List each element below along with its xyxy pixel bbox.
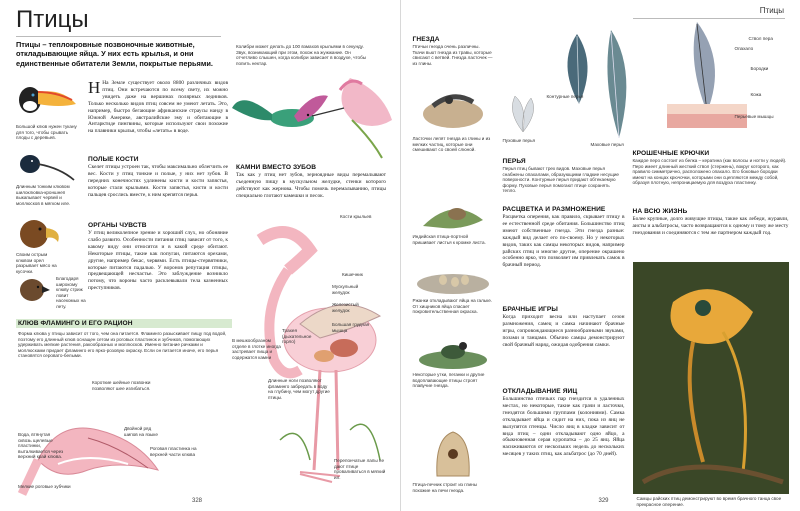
flight-feather-icon xyxy=(597,30,637,140)
tongue-label: Двойной ряд шипов на языке xyxy=(124,426,158,437)
toucan-caption: Большой клюв нужен тукану для того, чтобы срывать плоды с деревьев. xyxy=(16,124,77,141)
contour-feather-label: Контурные перья xyxy=(546,94,584,99)
eagle-caption: Своим острым клювом орел разрывает мясо на кусочки. xyxy=(16,252,57,274)
stones-heading: КАМНИ ВМЕСТО ЗУБОВ xyxy=(236,164,317,171)
nest-heading: ГНЕЗДА xyxy=(412,36,440,43)
hooks-heading: КРОШЕЧНЫЕ КРЮЧКИ xyxy=(632,150,710,157)
down-feather-label: Пуховые перья xyxy=(502,138,535,143)
wing-bones-label: Кости крыльев xyxy=(340,214,372,219)
muscle-stomach-label: Мускульный желудок xyxy=(332,284,359,295)
nest-text: Птичьи гнезда очень различны. Ткачи вьют гнезда из травы, которые свисают с ветвей. Гнезда ласточек — из глины. xyxy=(412,44,493,66)
feather-structure-illustration xyxy=(657,22,747,132)
stomach-chamber-label: В мешкообразном отделе в глотке иногда застревает пища и содержатся камни xyxy=(232,338,281,360)
eggs-heading: ОТКЛАДЫВАНИЕ ЯИЦ xyxy=(502,388,578,395)
title-rule xyxy=(16,36,221,37)
right-page xyxy=(401,0,800,511)
page-title: Птицы xyxy=(16,6,89,33)
feather-muscle-label: Перьевые мышцы xyxy=(734,114,774,119)
skin-label: Кожа xyxy=(750,92,762,97)
swallow-nest-icon xyxy=(413,86,493,132)
page-number-right: 329 xyxy=(598,498,609,504)
lifelong-heading: НА ВСЮ ЖИЗНЬ xyxy=(632,208,688,215)
down-feather-icon xyxy=(503,92,543,136)
senses-text: У птиц великолепное зрение и хороший слух, но обоняние слабо развито. Особенности питания птиц зависят от того, к какому виду они относятся и в какой среде обитают. Некоторые птицы, такие как попугаи, питаются орехами, другие, например бекас, червями. Есть птицы-стервятники, которые питаются падалью. У воронов репутация птицы, предвещающей несчастье. Это заблуждение возникло потому, что вороны часто расклевывали тела казненных преступников. xyxy=(88,230,228,292)
hummingbird-caption: Колибри может делать до 100 взмахов крыльями в секунду. Звук, возникающий при этом, похож на жужжание. Он отчетливо слышен, когда колибри зависает в воздухе, чтобы попить нектар. xyxy=(236,44,366,66)
header-rule xyxy=(633,18,785,19)
intestine-label: Кишечник xyxy=(342,272,363,277)
neck-label: Короткие шейные позвонки позволяют шее изгибаться. xyxy=(92,380,151,391)
eggs-text: Большинство птичьих пар гнездится в удаленных местах, но некоторые, такие как грачи и ласточки, гнездятся большими группами (колониями). Самка откладывает яйца и сидит на них, пока из яиц не вылупятся птенцы. Число яиц в кладке зависит от вида птиц – одни откладывают одно яйцо, а обыкновенная серая куропатка – до 25 яиц. Яйца насиживаются от нескольких недель до нескольких месяцев у таких птиц, как альбатрос (до 70 дней). xyxy=(502,396,625,458)
curlew-icon xyxy=(16,150,78,182)
lead-paragraph: Птицы – теплокровные позвоночные животные, откладывающие яйца. У них есть крылья, и они единственные обитатели Земли, покрытые перьями. xyxy=(16,40,213,68)
bird-of-paradise-photo xyxy=(633,262,789,494)
courtship-text: Когда приходит весна или наступает сезон размножения, самец и самка начинают брачные игры, сопровождающиеся разнообразными звуками, позами и танцами. Обычно самцы демонстрируют свой брачный наряд, ожидая одобрения самки. xyxy=(502,314,625,348)
teeth-label: Мелкие роговые зубчики xyxy=(18,484,71,489)
bird-of-paradise-caption: Самцы райских птиц демонстрируют во время брачного танца свое прекрасное оперение. xyxy=(636,496,782,507)
senses-heading: ОРГАНЫ ЧУВСТВ xyxy=(88,222,147,229)
trachea-label: Трахея (дыхательное горло) xyxy=(282,328,312,345)
swallow-nest-caption: Ласточки лепят гнезда из глины и из мелких частиц, которые они смешивают со своей слюной. xyxy=(412,136,491,153)
duck-nest-icon xyxy=(413,334,493,370)
water-label: Вода, втянутая сквозь щелевые пластинки, выталкивается через верхний край клюва. xyxy=(18,432,64,460)
toucan-icon xyxy=(16,78,78,122)
feather-text: Перья птиц бывают трех видов. Маховые перья снабжены опахалами, образующими гладкие несущие поверхности. Контурные перья придают обтекаемую форму. Пуховые перья помогают птице сохранять тепло. xyxy=(502,166,619,194)
bones-text: Скелет птицы устроен так, чтобы максимально облегчить ее вес. Кости у птиц тонкие и полые, у них нет зубов. В передних конечностях удлинены кисти и кости запястья, которые стали крыльями. Кости запястья, кисти и кости пальцев срослись вместе, к ним крепятся перья. xyxy=(88,164,228,198)
hooks-text: Каждое перо состоит из белка – кератина (как волосы и ногти у людей). Перо имеет длинный жесткий ствол (стержень), вокруг которого, как правило симметрично, расположено опахало. Его боковые бородки имеют на концах крючочки, которыми они сцепляются между собой, образуя плотную, непроницаемую для воздуха пластинку. xyxy=(632,158,787,186)
ovenbird-nest-caption: Птица-печник строит из глины похожие на печи гнезда. xyxy=(412,482,477,493)
hummingbird-illustration xyxy=(232,70,396,160)
flight-feather-label: Маховые перья xyxy=(590,142,624,147)
swift-icon xyxy=(16,274,52,304)
feather-heading: ПЕРЬЯ xyxy=(502,158,526,165)
shaft-label: Ствол пера xyxy=(748,36,773,41)
ovenbird-nest-icon xyxy=(431,428,475,480)
plates-label: Роговая пластинка на верхней части клюва xyxy=(150,446,197,457)
chest-label: Большая грудная мышца xyxy=(332,322,370,333)
flamingo-heading: КЛЮВ ФЛАМИНГО И ЕГО РАЦИОН xyxy=(18,320,133,327)
page-number-left: 328 xyxy=(192,498,203,504)
running-header: Птицы xyxy=(759,6,784,15)
stones-text: Так как у птиц нет зубов, зерноядные виды перемалывают съеденную пищу в мускульном желудке, стенки которого действуют как жернова. Чтобы помочь перемалыванию, птицы специально глотают камешки и песок. xyxy=(236,172,386,199)
duck-nest-caption: Некоторые утки, пеганки и другие водоплавающие птицы строят плавучие гнезда. xyxy=(412,372,485,389)
courtship-heading: БРАЧНЫЕ ИГРЫ xyxy=(502,306,558,313)
long-legs-label: Длинные ноги позволяют фламинго забредать в воду на глубину, чем могут другие птицы. xyxy=(268,378,330,400)
gland-stomach-label: Железистый желудок xyxy=(332,302,359,313)
eagle-icon xyxy=(16,218,66,250)
swift-caption: Благодаря широкому клюву стриж ловит насекомых на лету. xyxy=(56,276,86,309)
tailorbird-caption: Индийская птица-портной пришивает листья к кромке листа. xyxy=(412,234,486,245)
intro-text: Н На Земле существует около 8800 различных видов птиц. Они встречаются по всему свету, их можно увидеть даже на вершинах полярных ледников. Только несколько видов птиц совсем не умеют летать. Это, например, быстро бегающие африканские страусы нанду в Южной Америке, австралийские эму и обитающие в Антарктиде пингвины, которые используют свои похожие на плавники крылья, чтобы «летать» в воде. xyxy=(88,78,228,135)
tailorbird-icon xyxy=(413,196,493,232)
bones-heading: ПОЛЫЕ КОСТИ xyxy=(88,156,139,163)
breeding-heading: РАСЦВЕТКА И РАЗМНОЖЕНИЕ xyxy=(502,206,606,213)
flamingo-text: Форма клюва у птицы зависит от того, чем она питается. Фламинго разыскивает пищу под водой, поэтому его длинный клюв оснащен сетом из роговых пластинок и зубчиков, помогающих удерживать мелкие растения, ракообразных и моллюсков. Именно питание рачками и моллюсками придает фламинго его ярко-розовую окраску. Если он питается иначе, его перья становятся серовато-белыми. xyxy=(18,331,227,359)
vane-label: Опахало xyxy=(734,46,754,51)
curlew-caption: Длинным тонким клювом шилоклювка-кроншнеп выкапывает червей и моллюсков в мягком иле. xyxy=(16,184,71,206)
webbed-feet-label: Перепончатые лапы не дают птице проваливаться в мягкий ил. xyxy=(334,458,386,480)
plover-nest-caption: Ржанки откладывают яйца на гальке. От хищников яйца спасает покровительственная окраска. xyxy=(412,298,493,315)
plover-nest-icon xyxy=(413,262,493,296)
lifelong-text: Более крупные, долго живущие птицы, такие как лебеди, журавли, аисты и альбатросы, часто возвращаются к одному и тому же месту гнездования и соединяются с тем же партнером каждый год. xyxy=(632,216,789,236)
breeding-text: Расцветка оперения, как правило, скрывает птицу в ее естественной среде обитания. Большинство птиц имеют собственные гнезда. Эти гнезда разные: каждый вид делает его по-своему. Но у некоторых видов, таких как самцы некоторых видов, например райских птиц и многие другие, оперение окрашено особенно ярко, что позволяет им привлекать самок в брачный период. xyxy=(502,214,625,269)
barbs-label: Бородки xyxy=(750,66,769,71)
